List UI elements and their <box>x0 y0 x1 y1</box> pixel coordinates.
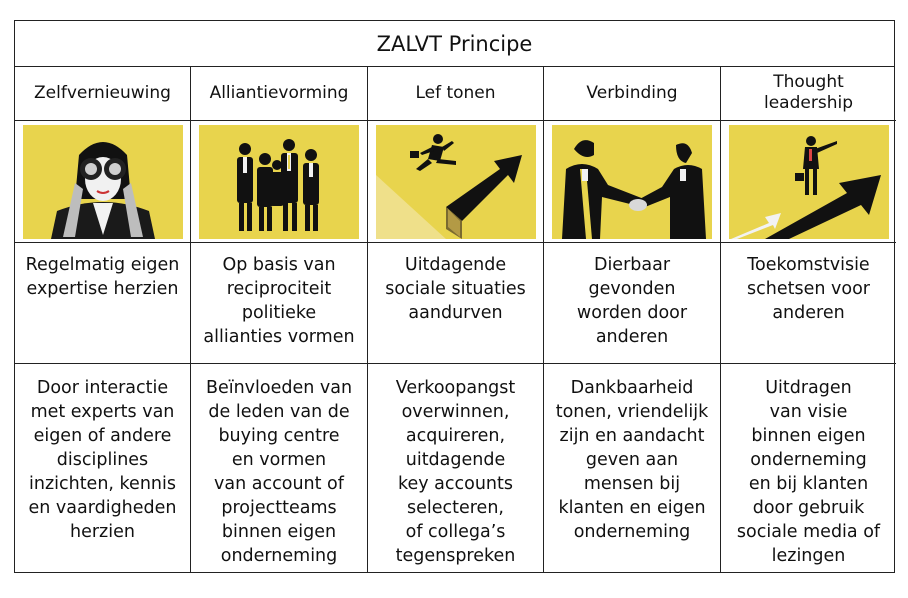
illustration-cell-verbinding <box>544 121 721 243</box>
header-alliantievorming: Alliantievorming <box>191 66 368 121</box>
illustration-cell-thought-leadership <box>721 121 896 243</box>
woman-pointing-on-arrow-illustration <box>729 125 889 239</box>
group-of-business-people-illustration <box>199 125 359 239</box>
summary-thought-leadership: Toekomstvisie schetsen voor anderen <box>721 243 896 364</box>
illustration-cell-alliantievorming <box>191 121 368 243</box>
description-lef-tonen: Verkoopangst overwinnen, acquireren, uitdagende key accounts selecteren, of collega’s tegenspreken <box>368 364 544 573</box>
header-verbinding: Verbinding <box>544 66 721 121</box>
description-zelfvernieuwing: Door interactie met experts van eigen of andere disciplines inzichten, kennis en vaardigheden herzien <box>15 364 191 573</box>
summary-zelfvernieuwing: Regelmatig eigen expertise herzien <box>15 243 191 364</box>
woman-leaping-onto-arrow-illustration <box>376 125 536 239</box>
description-alliantievorming: Beïnvloeden van de leden van de buying centre en vormen van account of projectteams binnen eigen onderneming <box>191 364 368 573</box>
zalvt-table <box>14 20 895 573</box>
description-thought-leadership: Uitdragen van visie binnen eigen onderneming en bij klanten door gebruik sociale media of lezingen <box>736 378 881 566</box>
summary-lef-tonen: Uitdagende sociale situaties aandurven <box>368 243 544 364</box>
illustration-cell-lef-tonen <box>368 121 544 243</box>
table-title: ZALVT Principe <box>15 21 894 67</box>
woman-with-binoculars-illustration <box>23 125 183 239</box>
header-lef-tonen: Lef tonen <box>368 66 544 121</box>
two-men-shaking-hands-illustration <box>552 125 712 239</box>
description-verbinding: Dankbaarheid tonen, vriendelijk zijn en aandacht geven aan mensen bij klanten en eigen onderneming <box>544 364 721 573</box>
summary-verbinding: Dierbaar gevonden worden door anderen <box>544 243 721 364</box>
header-thought-leadership: Thought leadership <box>721 66 896 121</box>
summary-alliantievorming: Op basis van reciprociteit politieke allianties vormen <box>191 243 368 364</box>
header-zelfvernieuwing: Zelfvernieuwing <box>15 66 191 121</box>
illustration-cell-zelfvernieuwing <box>15 121 191 243</box>
